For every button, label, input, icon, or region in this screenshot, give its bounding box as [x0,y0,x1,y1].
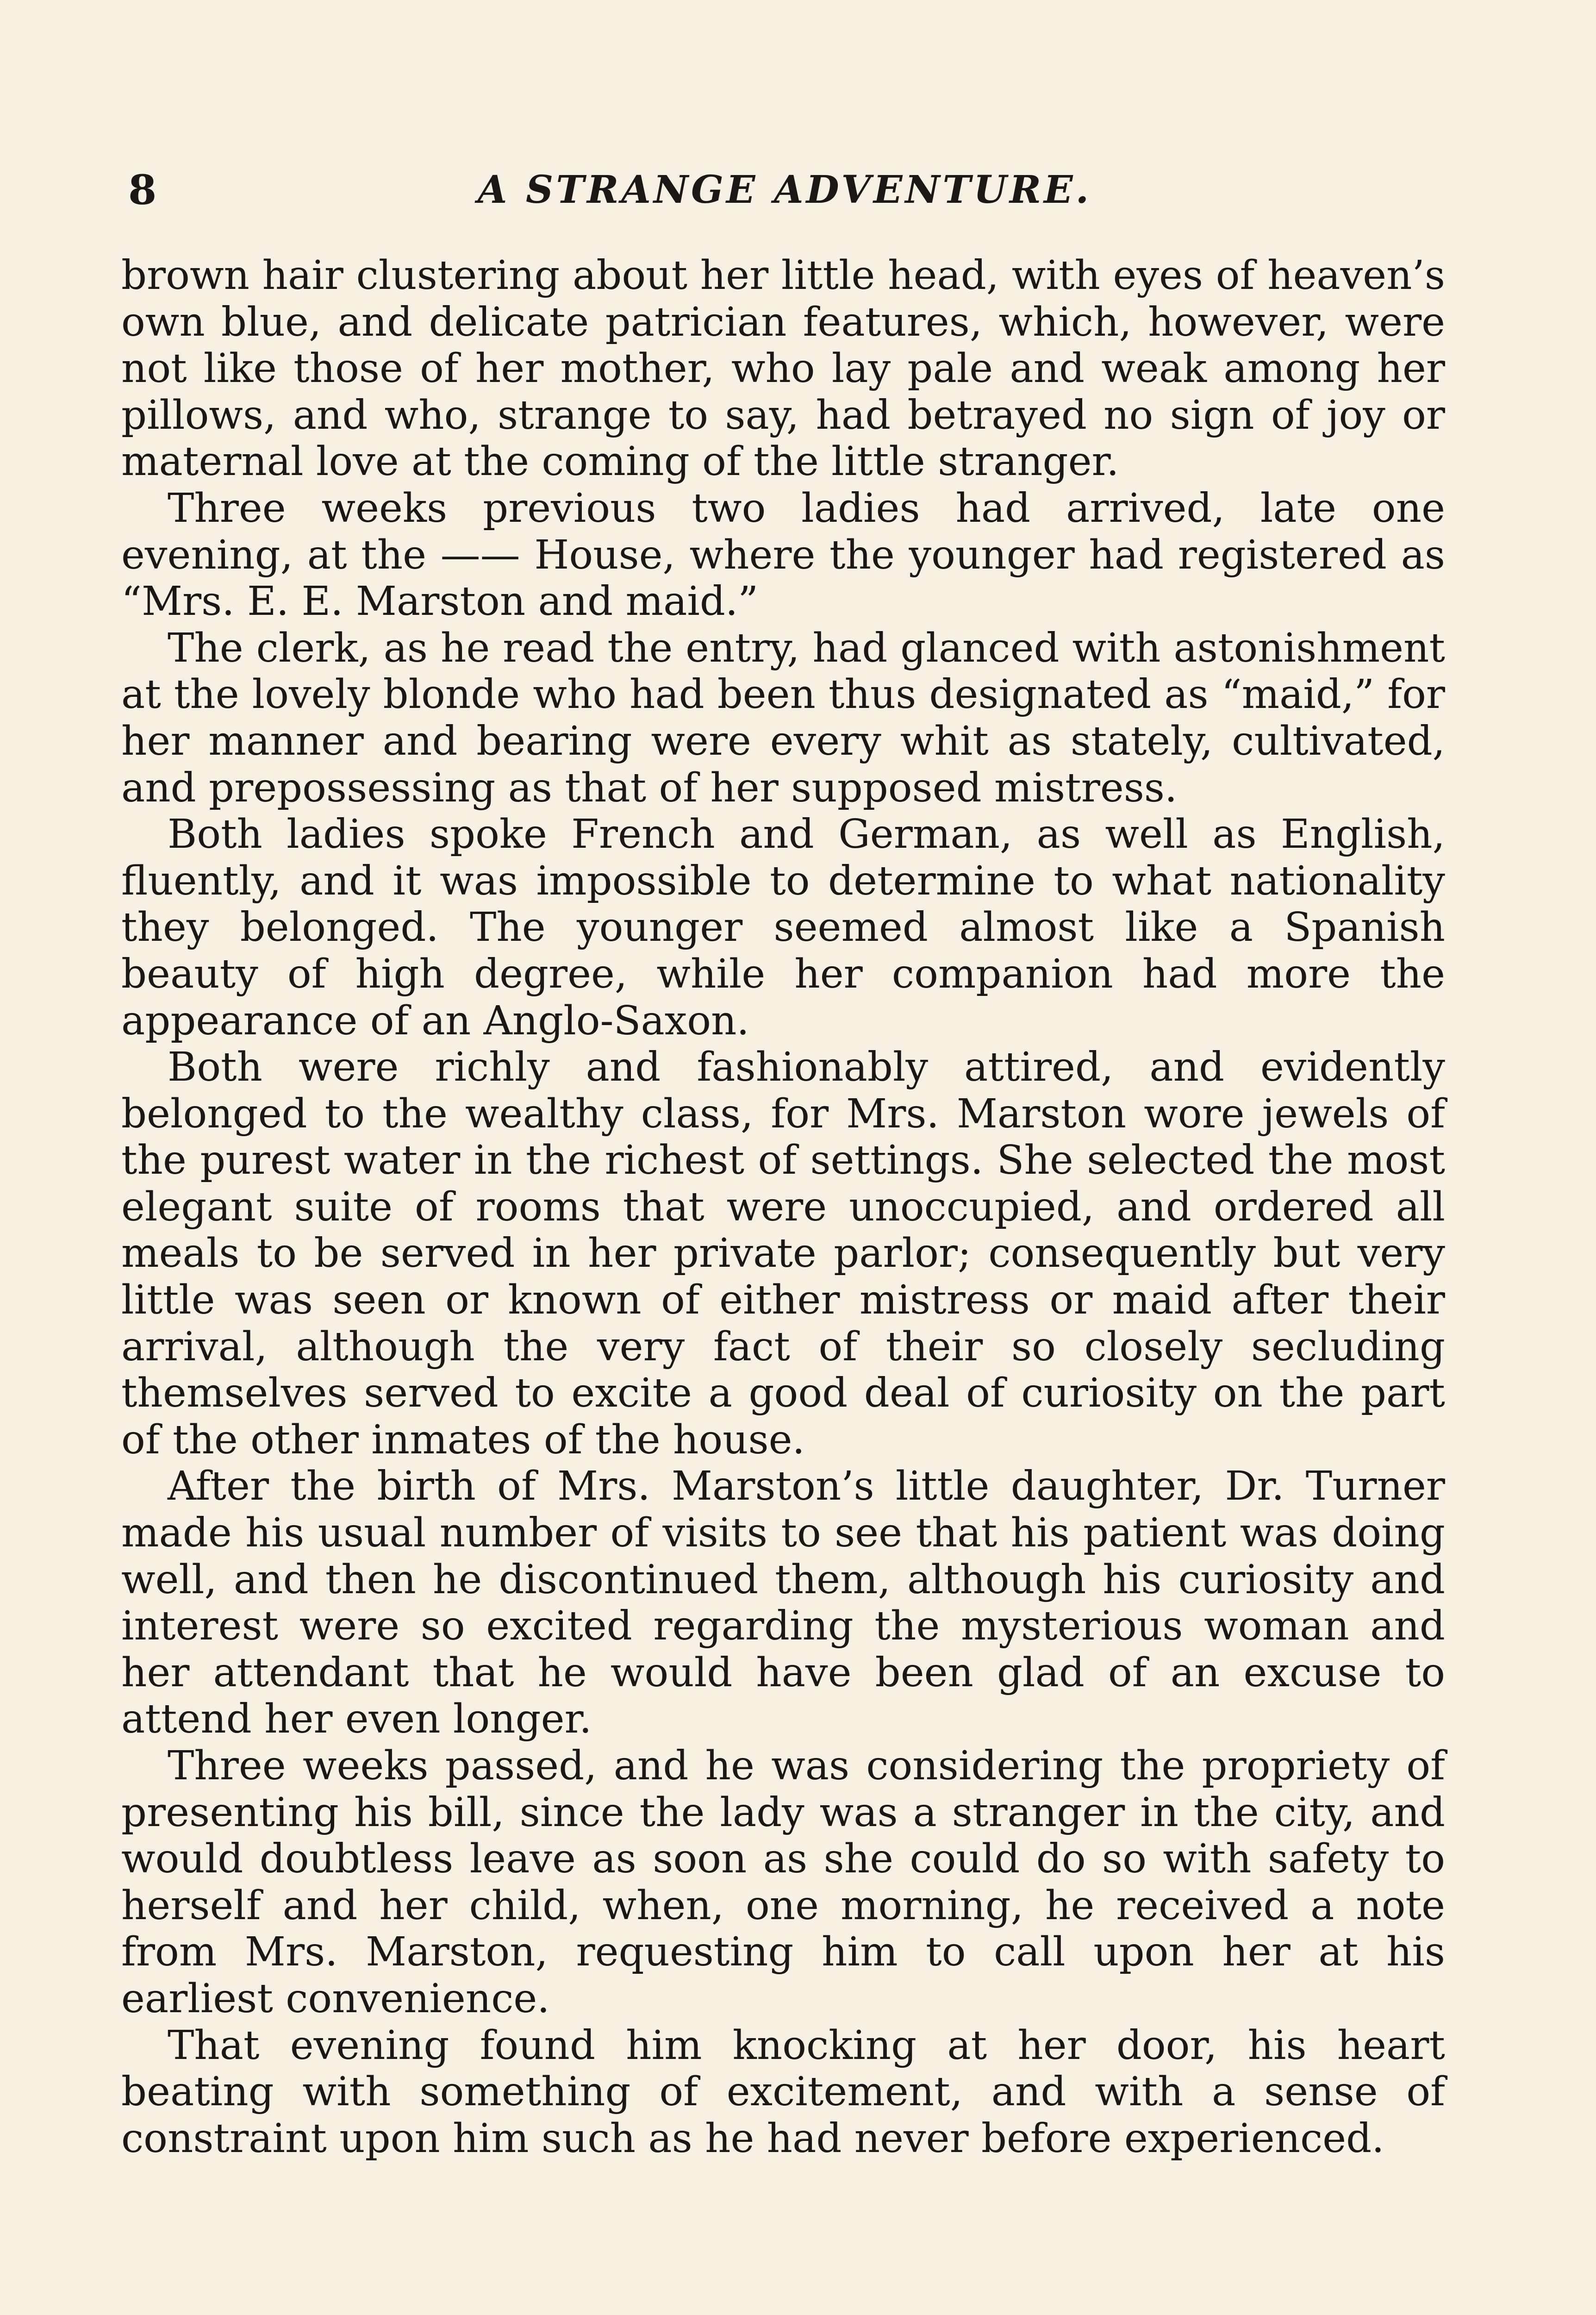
page-header [123,162,1446,222]
body-text [121,252,1445,2162]
paragraph-1: brown hair clustering about her little head, with eyes of heaven’s own blue, and delicate patrician features, which, however, were not like those of her mother, who lay pale and weak among her pillows, and who, strange to say, had betrayed no sign of joy or maternal love at the coming of the little stranger. [121,252,1445,485]
paragraph-5: Both were richly and fashionably attired, and evidently belonged to the wealthy class, for Mrs. Marston wore jewels of the purest water in the richest of settings. She selected the most elegant suite of rooms that were unoccupied, and ordered all meals to be served in her private parlor; consequently but very little was seen or known of either mistress or maid after their arrival, although the very fact of their so closely secluding themselves served to excite a good deal of curiosity on the part of the other inmates of the house. [121,1044,1445,1463]
paragraph-7: Three weeks passed, and he was considering the propriety of presenting his bill, since the lady was a stranger in the city, and would doubtless leave as soon as she could do so with safety to herself and her child, when, one morning, he received a note from Mrs. Marston, requesting him to call upon her at his earliest convenience. [121,1743,1445,2022]
paragraph-6: After the birth of Mrs. Marston’s little daughter, Dr. Turner made his usual number of visits to see that his patient was doing well, and then he discontinued them, although his curiosity and interest were so excited regarding the mysterious woman and her attendant that he would have been glad of an excuse to attend her even longer. [121,1463,1445,1743]
paragraph-3: The clerk, as he read the entry, had glanced with astonishment at the lovely blonde who had been thus designated as “maid,” for her manner and bearing were every whit as stately, cultivated, and prepossessing as that of her supposed mistress. [121,625,1445,811]
paragraph-8: That evening found him knocking at her door, his heart beating with something of excitement, and with a sense of constraint upon him such as he had never before experienced. [121,2022,1445,2162]
paragraph-4: Both ladies spoke French and German, as well as English, fluently, and it was impossible to determine to what nationality they belonged. The younger seemed almost like a Spanish beauty of high degree, while her companion had more the appearance of an Anglo-Saxon. [121,811,1445,1044]
paragraph-2: Three weeks previous two ladies had arrived, late one evening, at the —— House, where the younger had registered as “Mrs. E. E. Marston and maid.” [121,485,1445,625]
page-number: 8 [128,166,157,214]
running-title: A STRANGE ADVENTURE. [477,168,1092,212]
